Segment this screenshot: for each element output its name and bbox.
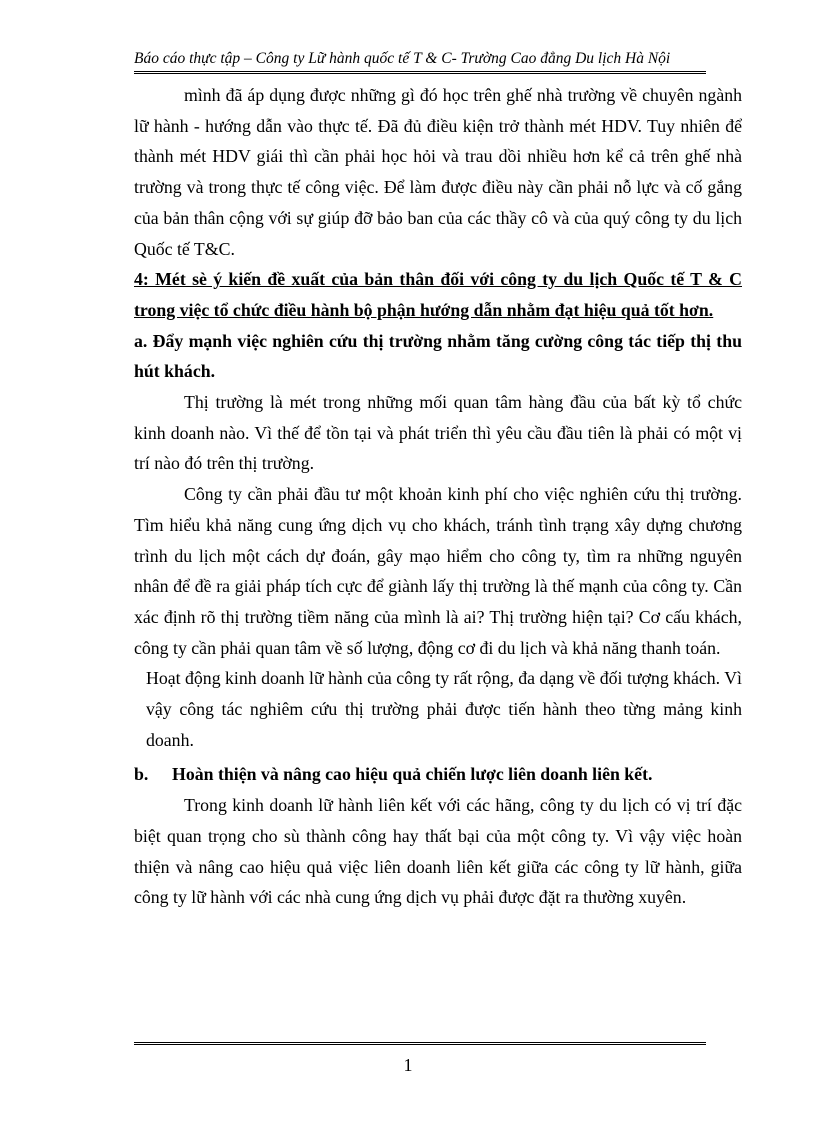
subsection-b-heading — [134, 755, 742, 790]
market-paragraph-1: Thị trường là mét trong những mối quan tâm hàng đầu của bất kỳ tổ chức kinh doanh nào. Vì thế để tồn tại và phát triển thì yêu cầu đầu tiên là phải có một vị trí nào đó trên thị trường. — [134, 392, 742, 474]
intro-paragraph: mình đã áp dụng được những gì đó học trên ghế nhà trường về chuyên ngành lữ hành - hướng dẫn vào thực tế. Đã đủ điều kiện trở thành mét HDV. Tuy nhiên để thành mét HDV giái thì cần phải học hỏi và trau dồi nhiều hơn kể cả trên ghế nhà trường và trong thực tế công việc. Để làm được điều này cần phải nỗ lực và cố gắng của bản thân cộng với sự giúp đỡ bảo ban của các thầy cô và của quý công ty du lịch Quốc tế T&C. — [134, 85, 742, 259]
page-number: 1 — [403, 1055, 413, 1075]
subsection-b-title: Hoàn thiện và nâng cao hiệu quả chiến lược liên doanh liên kết. — [172, 764, 653, 785]
market-paragraph-3: Hoạt động kinh doanh lữ hành của công ty rất rộng, đa dạng về đối tượng khách. Vì vậy công tác nghiêm cứu thị trường phải được tiến hành theo từng mảng kinh doanh. — [146, 668, 742, 750]
joint-venture-paragraph: Trong kinh doanh lữ hành liên kết với các hãng, công ty du lịch có vị trí đặc biệt quan trọng cho sù thành công hay thất bại của một công ty. Vì vậy việc hoàn thiện và nâng cao hiệu quả việc liên doanh liên kết giữa các công ty lữ hành, giữa công ty lữ hành với các nhà cung ứng dịch vụ phải được đặt ra thường xuyên. — [134, 795, 742, 908]
section-4-heading: 4: Mét sè ý kiến đề xuất của bản thân đối với công ty du lịch Quốc tế T & C trong việc tổ chức điều hành bộ phận hướng dẫn nhằm đạt hiệu quả tốt hơn. — [134, 269, 742, 320]
subsection-a-heading: a. Đẩy mạnh việc nghiên cứu thị trường nhằm tăng cường công tác tiếp thị thu hút khách. — [134, 330, 742, 382]
market-paragraph-2: Công ty cần phải đầu tư một khoản kinh phí cho việc nghiên cứu thị trường. Tìm hiểu khả năng cung ứng dịch vụ cho khách, tránh tình trạng xây dựng chương trình du lịch một cách dự đoán, gây mạo hiểm cho công ty, tìm ra những nguyên nhân để đề ra giải pháp tích cực để giành lấy thị trường là thế mạnh của công ty. Cần xác định rõ thị trường tiềm năng của mình là ai? Thị trường hiện tại? Cơ cấu khách, công ty cần phải quan tâm về số lượng, động cơ đi du lịch và khả năng thanh toán. — [134, 484, 742, 658]
footer-divider — [134, 1042, 706, 1045]
document-body — [134, 80, 742, 913]
subsection-b-label: b. — [134, 764, 149, 785]
page-header: Báo cáo thực tập – Công ty Lữ hành quốc tế T & C- Trường Cao đẳng Du lịch Hà Nội — [134, 50, 671, 67]
header-divider — [134, 71, 706, 74]
